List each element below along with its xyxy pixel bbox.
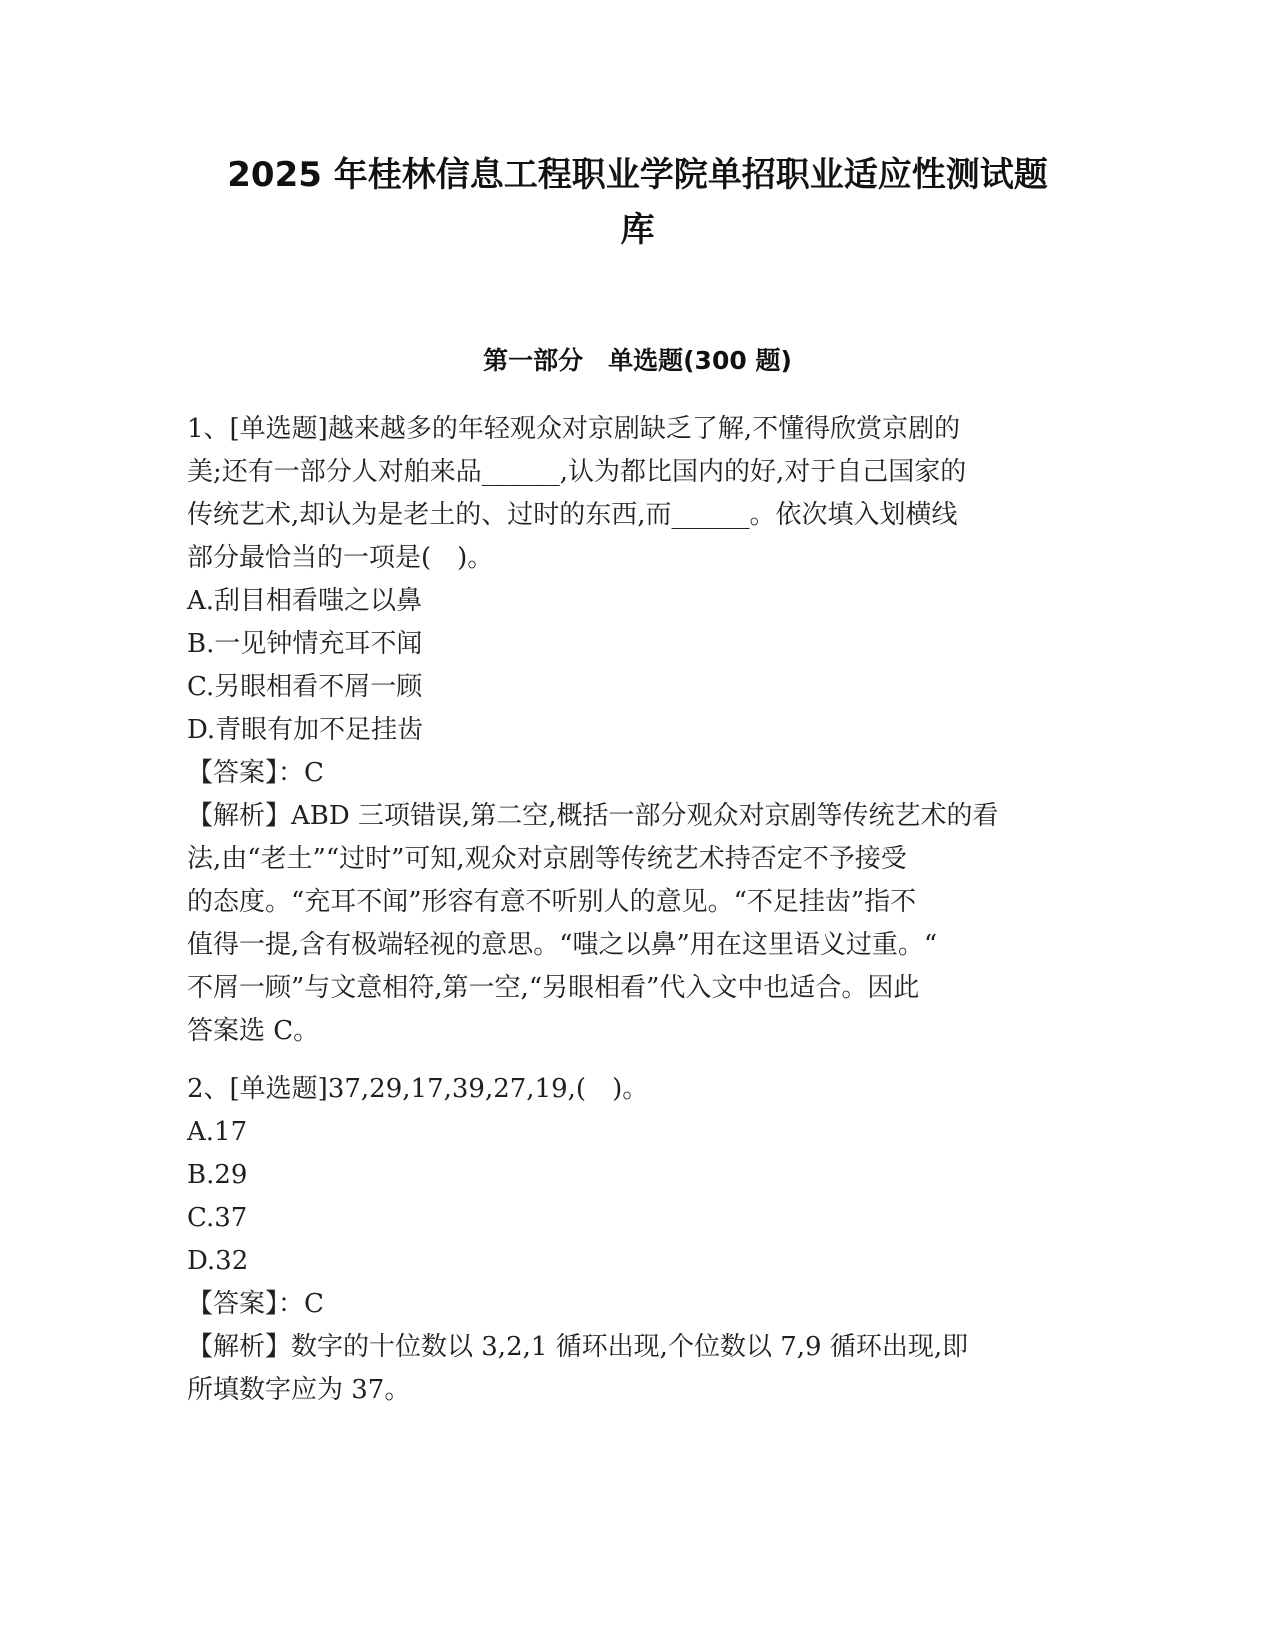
stem-line: 部分最恰当的一项是( )。 <box>187 543 494 573</box>
stem-line: 美;还有一部分人对舶来品______,认为都比国内的好,对于自己国家的 <box>187 457 967 487</box>
option-c: C.另眼相看不屑一顾 <box>187 672 423 702</box>
option-d: D.青眼有加不足挂齿 <box>187 715 424 745</box>
stem-line: 1、[单选题]越来越多的年轻观众对京剧缺乏了解,不懂得欣赏京剧的 <box>187 414 961 444</box>
analysis-text <box>187 1326 1087 1412</box>
option-b: B.29 <box>187 1160 248 1190</box>
analysis-line: 【解析】数字的十位数以 3,2,1 循环出现,个位数以 7,9 循环出现,即 <box>187 1332 969 1362</box>
analysis-line: 答案选 C。 <box>187 1016 320 1046</box>
analysis-text <box>187 795 1087 1053</box>
option-list <box>187 1111 1087 1283</box>
question-list <box>187 408 1087 1412</box>
stem-line: 传统艺术,却认为是老土的、过时的东西,而______。依次填入划横线 <box>187 500 958 530</box>
section-title: 第一部分 单选题(300 题) <box>483 346 792 375</box>
option-c: C.37 <box>187 1203 248 1233</box>
answer-line: 【答案】：C <box>187 758 324 788</box>
document-title <box>180 148 1095 258</box>
question-stem <box>187 1068 1087 1111</box>
title-line: 2025 年桂林信息工程职业学院单招职业适应性测试题 <box>227 155 1048 195</box>
analysis-line: 不屑一顾”与文意相符,第一空,“另眼相看”代入文中也适合。因此 <box>187 973 920 1003</box>
option-b: B.一见钟情充耳不闻 <box>187 629 423 659</box>
option-a: A.17 <box>187 1117 248 1147</box>
option-d: D.32 <box>187 1246 249 1276</box>
analysis-line: 【解析】ABD 三项错误,第二空,概括一部分观众对京剧等传统艺术的看 <box>187 801 999 831</box>
question-stem <box>187 408 1087 580</box>
answer-line: 【答案】：C <box>187 1289 324 1319</box>
analysis-line: 所填数字应为 37。 <box>187 1375 411 1405</box>
analysis-line: 值得一提,含有极端轻视的意思。“嗤之以鼻”用在这里语义过重。“ <box>187 930 938 960</box>
title-line: 库 <box>620 210 655 250</box>
analysis-line: 法,由“老土”“过时”可知,观众对京剧等传统艺术持否定不予接受 <box>187 844 907 874</box>
analysis-line: 的态度。“充耳不闻”形容有意不听别人的意见。“不足挂齿”指不 <box>187 887 917 917</box>
question-1 <box>187 408 1087 1053</box>
question-2 <box>187 1068 1087 1412</box>
option-a: A.刮目相看嗤之以鼻 <box>187 586 423 616</box>
option-list <box>187 580 1087 752</box>
stem-line: 2、[单选题]37,29,17,39,27,19,( )。 <box>187 1074 649 1104</box>
